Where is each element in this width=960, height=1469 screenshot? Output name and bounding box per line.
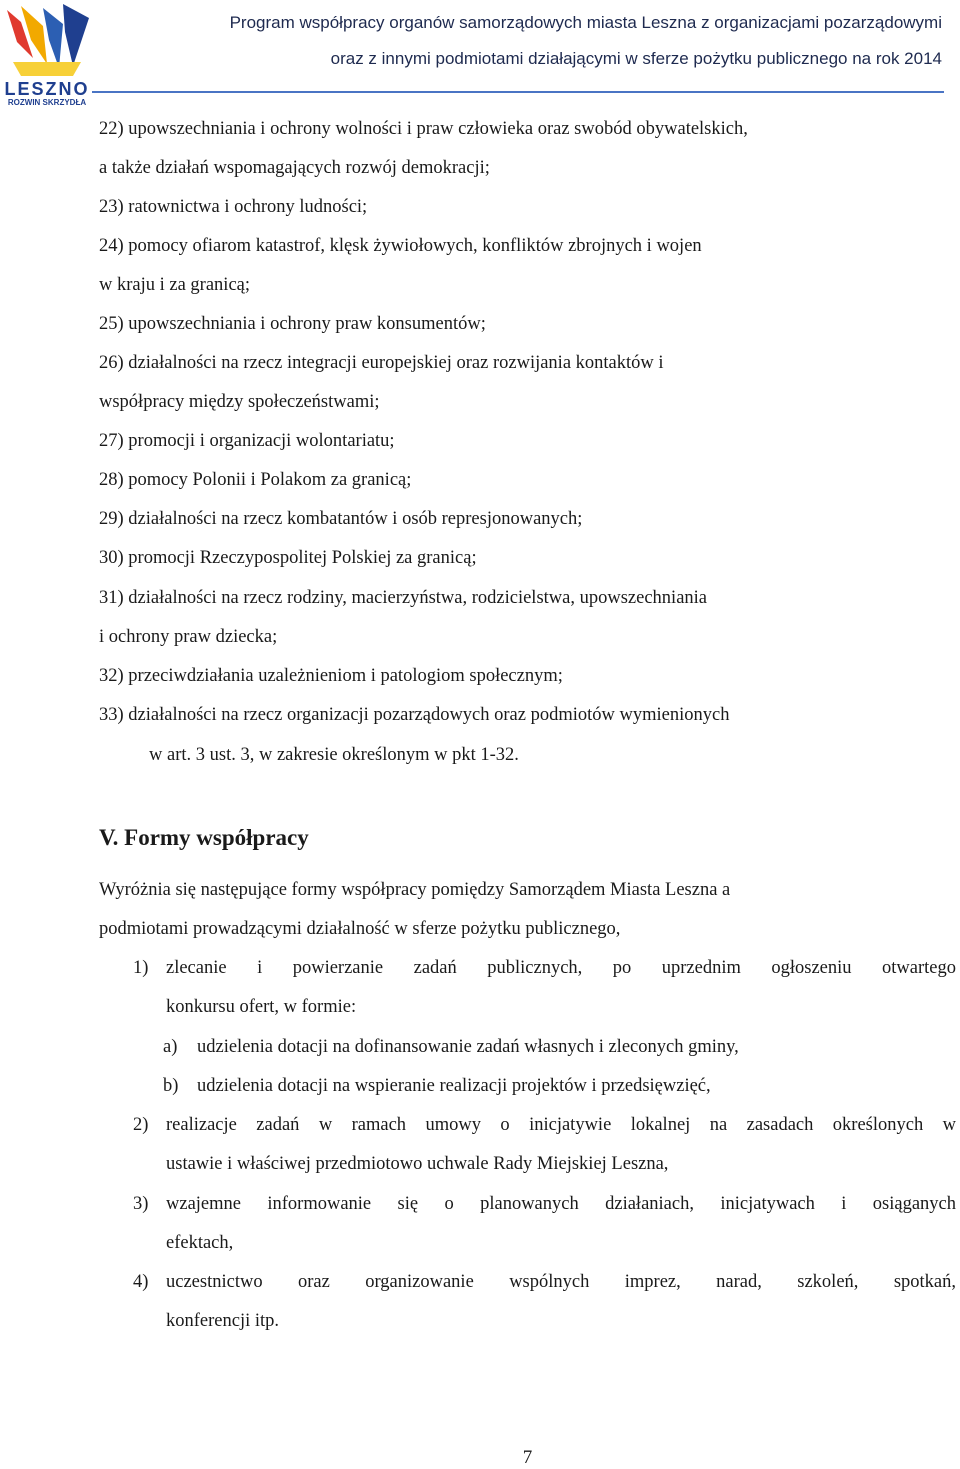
- form-item-number: 1): [133, 958, 149, 978]
- section-intro-line-1: Wyróżnia się następujące formy współpracy pomiędzy Samorządem Miasta Leszna a: [99, 880, 731, 900]
- list-item-32: 32) przeciwdziałania uzależnieniom i patologiom społecznym;: [99, 666, 563, 686]
- form-item-number: 4): [133, 1272, 149, 1292]
- logo-text: LESZNO: [4, 79, 90, 99]
- list-item-22-cont: a także działań wspomagających rozwój demokracji;: [99, 158, 490, 178]
- list-item-28: 28) pomocy Polonii i Polakom za granicą;: [99, 470, 412, 490]
- list-item-24-cont: w kraju i za granicą;: [99, 275, 251, 295]
- leszno-wings-icon: [3, 2, 91, 82]
- list-item-23: 23) ratownictwa i ochrony ludności;: [99, 197, 368, 217]
- list-item-22: 22) upowszechniania i ochrony wolności i praw człowieka oraz swobód obywatelskich,: [99, 119, 748, 139]
- list-item-31: 31) działalności na rzecz rodziny, macierzyństwa, rodzicielstwa, upowszechniania: [99, 588, 708, 608]
- form-item-3-line-2: efektach,: [166, 1233, 234, 1253]
- form-item-2-line-1: realizacje zadań w ramach umowy o inicjatywie lokalnej na zasadach określonych w: [166, 1115, 956, 1135]
- section-intro-line-2: podmiotami prowadzącymi działalność w sferze pożytku publicznego,: [99, 919, 621, 939]
- form-item-4-line-1: uczestnictwo oraz organizowanie wspólnych imprez, narad, szkoleń, spotkań,: [166, 1272, 956, 1292]
- sub-item-number: b): [163, 1076, 179, 1096]
- list-item-30: 30) promocji Rzeczypospolitej Polskiej za granicą;: [99, 548, 477, 568]
- list-item-27: 27) promocji i organizacji wolontariatu;: [99, 431, 395, 451]
- list-item-25: 25) upowszechniania i ochrony praw konsumentów;: [99, 314, 486, 334]
- list-item-31-cont: i ochrony praw dziecka;: [99, 627, 278, 647]
- form-item-1-line-2: konkursu ofert, w formie:: [166, 997, 357, 1017]
- sub-item-number: a): [163, 1037, 178, 1057]
- form-item-2-line-2: ustawie i właściwej przedmiotowo uchwale Rady Miejskiej Leszna,: [166, 1154, 669, 1174]
- page-header: [0, 0, 960, 107]
- sub-item-b: udzielenia dotacji na wspieranie realizacji projektów i przedsięwzięć,: [197, 1076, 711, 1096]
- section-heading: V. Formy współpracy: [99, 825, 309, 850]
- form-item-4-line-2: konferencji itp.: [166, 1311, 280, 1331]
- list-item-33-cont: w art. 3 ust. 3, w zakresie określonym w pkt 1-32.: [149, 745, 519, 765]
- form-item-1-line-1: zlecanie i powierzanie zadań publicznych, po uprzednim ogłoszeniu otwartego: [166, 958, 956, 978]
- header-title-line-1: Program współpracy organów samorządowych miasta Leszna z organizacjami pozarządowymi: [229, 13, 942, 32]
- header-rule: [92, 91, 944, 93]
- list-item-33: 33) działalności na rzecz organizacji pozarządowych oraz podmiotów wymienionych: [99, 705, 730, 725]
- list-item-26-cont: współpracy między społeczeństwami;: [99, 392, 380, 412]
- form-item-3-line-1: wzajemne informowanie się o planowanych działaniach, inicjatywach i osiąganych: [166, 1194, 956, 1214]
- sub-item-a: udzielenia dotacji na dofinansowanie zadań własnych i zleconych gminy,: [197, 1037, 739, 1057]
- list-item-24: 24) pomocy ofiarom katastrof, klęsk żywiołowych, konfliktów zbrojnych i wojen: [99, 236, 702, 256]
- form-item-number: 2): [133, 1115, 149, 1135]
- list-item-26: 26) działalności na rzecz integracji europejskiej oraz rozwijania kontaktów i: [99, 353, 664, 373]
- logo-subtext: ROZWIN SKRZYDŁA: [7, 98, 87, 107]
- form-item-number: 3): [133, 1194, 149, 1214]
- page-number: 7: [522, 1447, 533, 1468]
- header-title-line-2: oraz z innymi podmiotami działającymi w sferze pożytku publicznego na rok 2014: [330, 49, 942, 68]
- leszno-logo: [3, 2, 91, 107]
- list-item-29: 29) działalności na rzecz kombatantów i osób represjonowanych;: [99, 509, 583, 529]
